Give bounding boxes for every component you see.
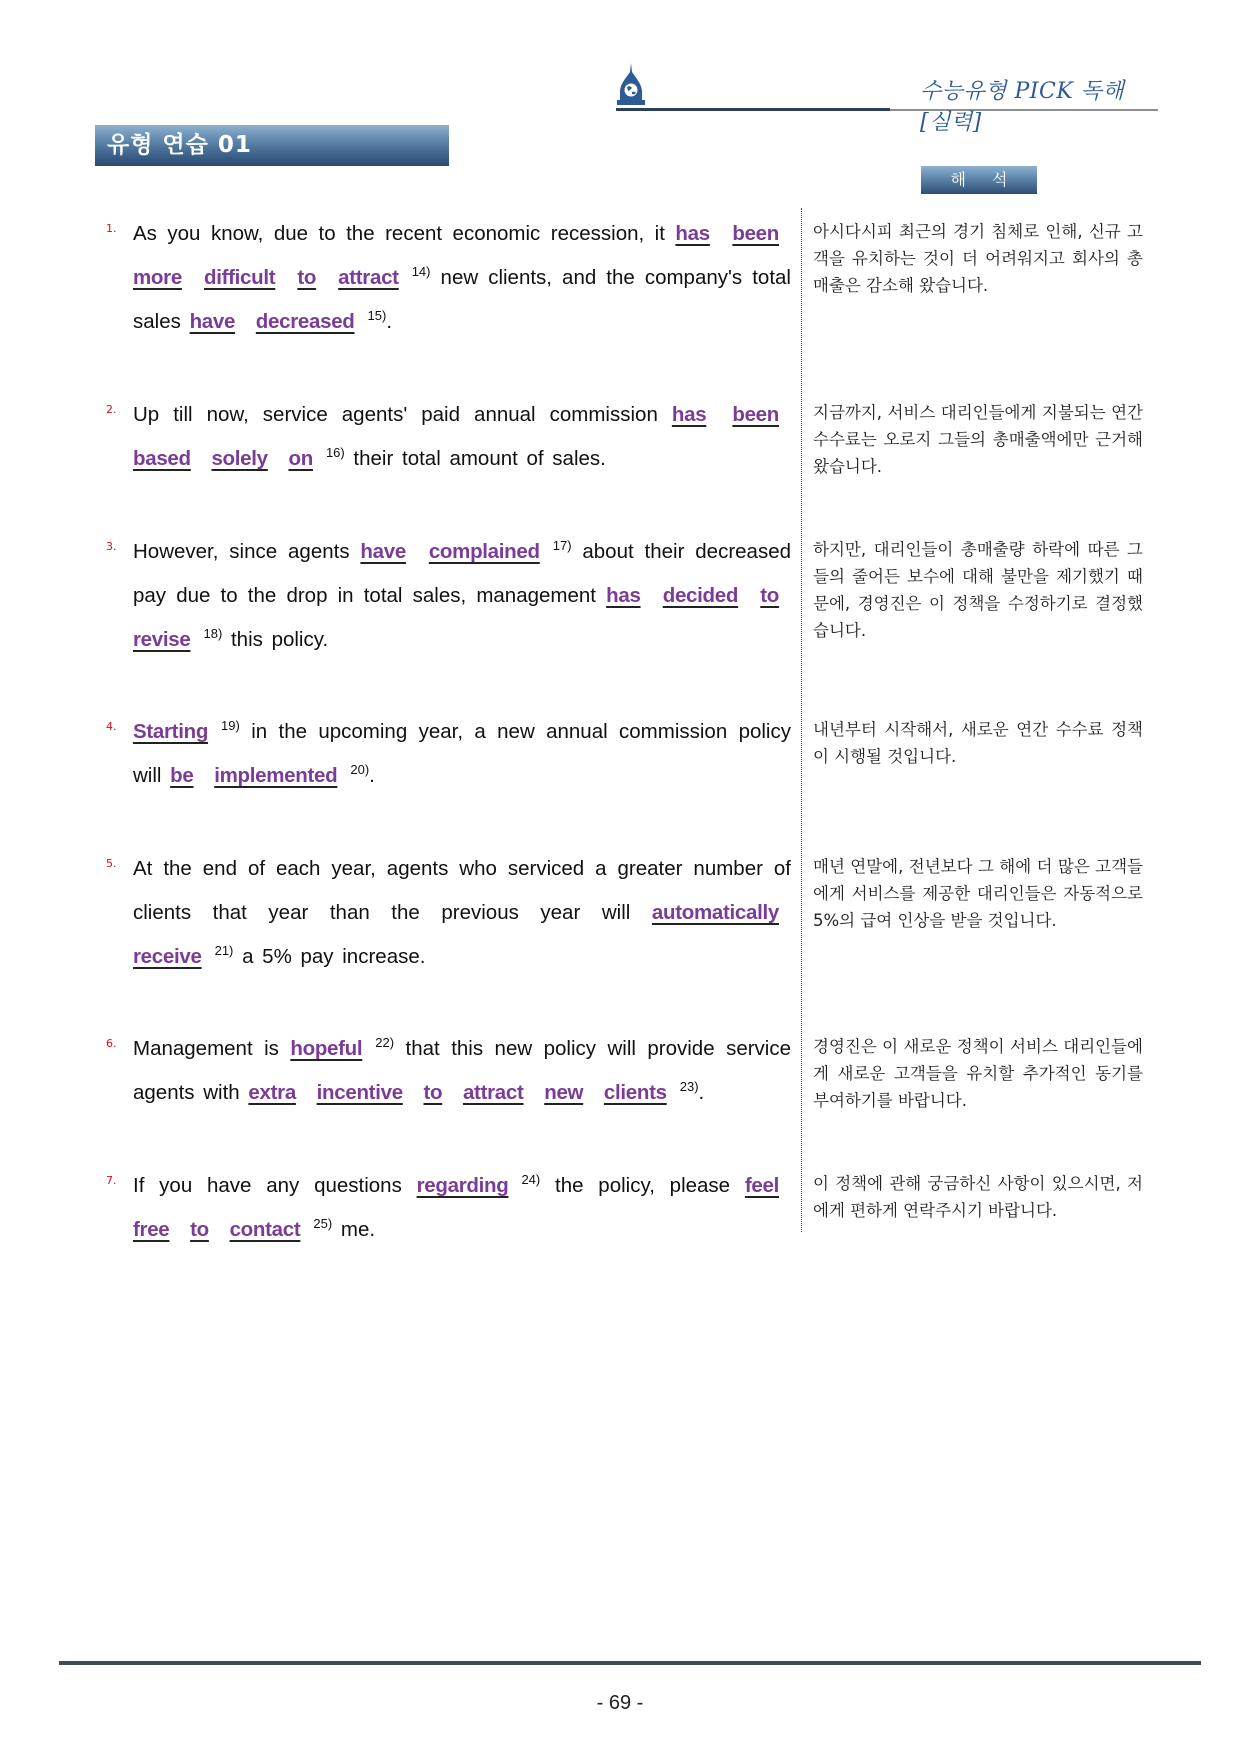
korean-translation: 이 정책에 관해 궁금하신 사항이 있으시면, 저에게 편하게 연락주시기 바랍니다. [813,1174,1143,1220]
sentence-text: . [698,1081,705,1104]
sentence-text: that this new policy will provide service agents with [133,1037,791,1104]
answer-blank: has [675,222,710,245]
footnote-number: 15) [367,308,387,324]
answer-blank: contact [229,1218,301,1241]
sentence-text: . [386,310,393,333]
footnote-number: 23) [679,1079,699,1095]
footnote-number: 14) [411,264,431,280]
footnote-number: 20) [350,762,370,778]
footnote-number: 17) [552,538,572,554]
korean-translation: 지금까지, 서비스 대리인들에게 지불되는 연간 수수료는 오로지 그들의 총매출액에만 근거해 왔습니다. [813,403,1143,476]
item-number: 3. [106,540,117,553]
answer-blank: free [133,1218,170,1241]
section-title: 유형 연습 01 [95,125,449,166]
item-number: 5. [106,857,117,870]
item-number: 2. [106,403,117,416]
answer-blank: clients [603,1081,667,1104]
sentence-text: their total amount of sales. [344,447,606,470]
answer-blank: attract [338,266,399,289]
answer-blank: more [133,266,182,289]
answer-blank: implemented [214,764,338,787]
answer-blank: has [671,403,707,426]
answer-blank: been [732,403,779,426]
english-sentence [133,847,791,979]
answer-blank: revise [133,628,191,651]
sentence-text: If you have any questions [133,1174,417,1197]
item-number: 7. [106,1174,117,1187]
answer-blank: to [297,266,317,289]
sentence-text: this policy. [222,628,329,651]
footnote-number: 25) [313,1216,333,1232]
item-number: 6. [106,1037,117,1050]
footnote-number: 19) [221,718,240,734]
sentence-text: However, since agents [133,540,361,563]
sentence-text: me. [332,1218,376,1241]
item-number: 4. [106,720,117,733]
answer-blank: Starting [133,720,209,743]
column-divider [801,208,802,1232]
korean-translation: 내년부터 시작해서, 새로운 연간 수수료 정책이 시행될 것입니다. [813,720,1143,766]
english-sentence [133,393,791,481]
sentence-text: As you know, due to the recent economic recession, it [133,222,676,245]
answer-blank: difficult [203,266,276,289]
answer-blank: been [732,222,779,245]
sentence-text: Up till now, service agents' paid annual commission [133,403,672,426]
answer-blank: new [544,1081,584,1104]
answer-blank: incentive [316,1081,403,1104]
korean-translation: 아시다시피 최근의 경기 침체로 인해, 신규 고객을 유치하는 것이 더 어려워지고 회사의 총매출은 감소해 왔습니다. [813,222,1143,295]
answer-blank: on [288,447,313,470]
korean-translation: 매년 연말에, 전년보다 그 해에 더 많은 고객들에게 서비스를 제공한 대리인들은 자동적으로 5%의 급여 인상을 받을 것입니다. [813,857,1143,930]
book-title: 수능유형 PICK 독해 [실력] [920,79,1125,135]
footnote-number: 21) [214,943,234,959]
answer-blank: extra [248,1081,296,1104]
answer-blank: solely [211,447,268,470]
sentence-text: . [369,764,375,787]
item-number: 1. [106,222,117,235]
answer-blank: be [170,764,194,787]
footnote-number: 24) [521,1172,541,1188]
korean-translation: 경영진은 이 새로운 정책이 서비스 대리인들에게 새로운 고객들을 유치할 추가적인 동기를 부여하기를 바랍니다. [813,1037,1143,1110]
answer-blank: have [189,310,236,333]
answer-blank: decided [662,584,739,607]
footnote-number: 16) [325,445,345,461]
page-number: - 69 - [596,1692,644,1714]
answer-blank: has [606,584,641,607]
footnote-number: 22) [375,1035,395,1051]
footer-rule [59,1661,1201,1665]
english-sentence [133,212,791,344]
answer-blank: to [423,1081,443,1104]
sentence-text: a 5% pay increase. [233,945,426,968]
korean-translation: 하지만, 대리인들이 총매출량 하락에 따른 그들의 줄어든 보수에 대해 불만을 제기했기 때문에, 경영진은 이 정책을 수정하기로 결정했습니다. [813,540,1143,640]
sentence-text: new clients, and the company's total sales [133,266,791,333]
sentence-text: about their decreased pay due to the drop in total sales, management [133,540,791,607]
answer-blank: decreased [255,310,355,333]
answer-blank: hopeful [290,1037,363,1060]
sentence-text: in the upcoming year, a new annual commission policy will [133,720,791,787]
answer-blank: complained [428,540,540,563]
translation-header: 해석 [921,166,1037,194]
sentence-text: At the end of each year, agents who serviced a greater number of clients that year than the previous year will [133,857,791,924]
english-sentence [133,1164,791,1252]
answer-blank: have [360,540,406,563]
english-sentence [133,1027,791,1115]
answer-blank: to [190,1218,209,1241]
sentence-text: Management is [133,1037,291,1060]
answer-blank: to [760,584,779,607]
english-sentence [133,530,791,662]
header-rule-dark [616,108,890,111]
english-sentence [133,710,791,798]
answer-blank: based [133,447,191,470]
sentence-text: the policy, please [540,1174,745,1197]
footnote-number: 18) [203,626,223,642]
answer-blank: feel [744,1174,779,1197]
answer-blank: automatically [651,901,779,924]
answer-blank: receive [133,945,202,968]
answer-blank: attract [462,1081,524,1104]
answer-blank: regarding [416,1174,509,1197]
fountain-pen-globe-logo-icon [614,62,648,108]
